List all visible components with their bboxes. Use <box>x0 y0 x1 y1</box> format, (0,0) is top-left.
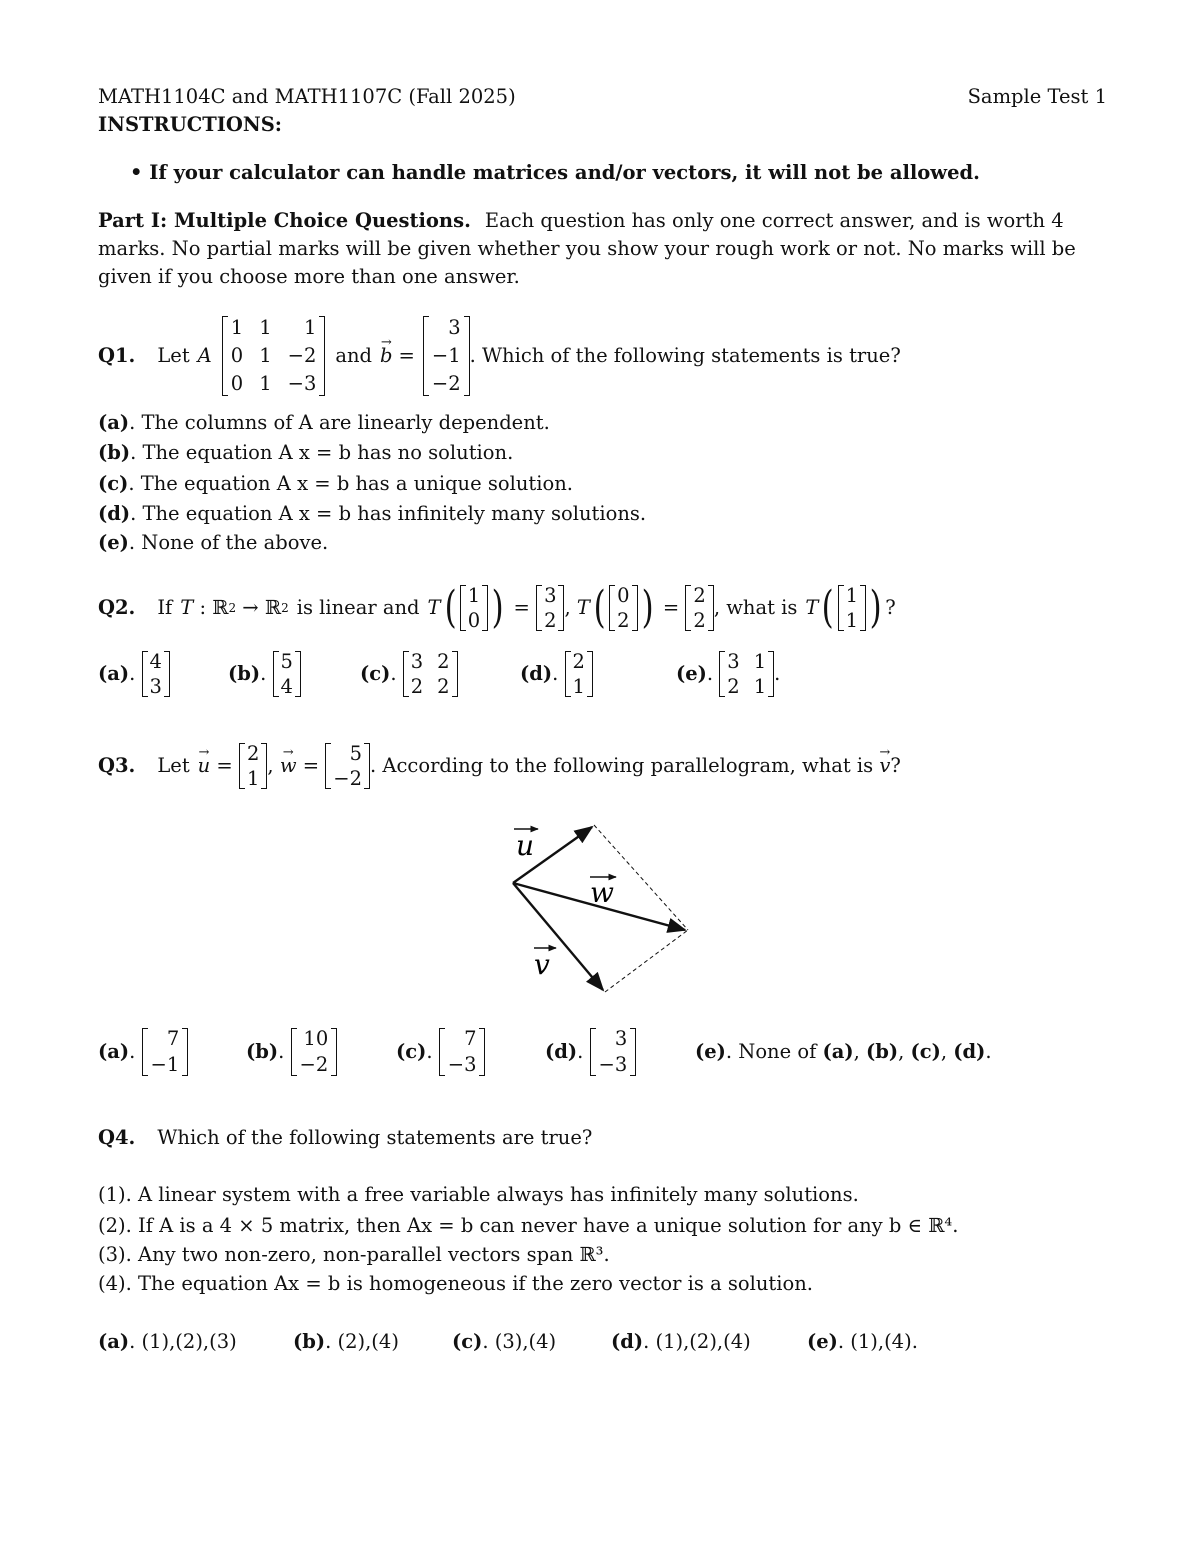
q3-option-a[interactable]: (a) . 7 −1 <box>98 1023 188 1081</box>
instructions-heading: INSTRUCTIONS: <box>98 113 282 136</box>
q4-question: Which of the following statements are true? <box>157 1126 593 1149</box>
q1-option-a[interactable]: (a). The columns of A are linearly dependent. <box>98 411 550 434</box>
q4-statement-2: (2). If A is a 4 × 5 matrix, then Ax = b can never have a unique solution for any b ∈ ℝ⁴. <box>98 1214 959 1237</box>
q3-option-e[interactable]: (e) . None of (a) , (b) , (c) , (d) . <box>695 1040 992 1063</box>
q4-statement <box>98 1126 592 1150</box>
q2-option-d[interactable]: (d) . 2 1 <box>520 645 593 703</box>
q3-u-vector: 2 1 <box>239 741 267 791</box>
q1-option-c[interactable]: (c). The equation A x = b has a unique solution. <box>98 472 573 495</box>
q3-label: Q3. <box>98 754 136 777</box>
q2-option-e[interactable]: (e) . 3 1 2 1 . <box>676 650 781 698</box>
q1-option-d[interactable]: (d). The equation A x = b has infinitely many solutions. <box>98 502 647 525</box>
q3-option-c[interactable]: (c) . 7 −3 <box>396 1023 485 1081</box>
q2-option-b[interactable]: (b) . 5 4 <box>228 645 301 703</box>
q4-option-c[interactable]: (c). (3),(4) <box>452 1330 557 1353</box>
part1-line1 <box>98 209 1064 233</box>
label-v: v <box>534 948 550 981</box>
q3-option-b[interactable]: (b) . 10 −2 <box>246 1023 337 1081</box>
vector-b-symbol: → b <box>380 344 392 368</box>
q2-te1-vector: 3 2 <box>536 583 564 633</box>
part1-text-1: Each question has only one correct answer, and is worth 4 <box>484 209 1064 232</box>
q4-statement-4: (4). The equation Ax = b is homogeneous if the zero vector is a solution. <box>98 1272 814 1295</box>
q4-option-a[interactable]: (a). (1),(2),(3) <box>98 1330 237 1353</box>
label-u: u <box>516 829 535 862</box>
q2-target-vector: 1 1 <box>838 583 866 633</box>
q4-label: Q4. <box>98 1126 136 1149</box>
q1-option-b[interactable]: (b). The equation A x = b has no solution. <box>98 441 514 464</box>
q2-te2-vector: 2 2 <box>685 583 713 633</box>
q2-label: Q2. <box>98 596 136 619</box>
instruction-text: If your calculator can handle matrices and/or vectors, it will not be allowed. <box>149 161 980 184</box>
course-title: MATH1104C and MATH1107C (Fall 2025) <box>98 85 516 108</box>
q2-option-a[interactable]: (a) . 4 3 <box>98 645 170 703</box>
label-w: w <box>590 876 614 909</box>
q3-w-vector: 5 −2 <box>325 741 370 791</box>
q1-let: Let <box>157 344 190 367</box>
parallelogram-diagram <box>490 815 710 1005</box>
q4-option-d[interactable]: (d). (1),(2),(4) <box>611 1330 751 1353</box>
q1-question: . Which of the following statements is true? <box>469 344 901 367</box>
q1-statement: Q1. Let A 1 1 1 0 1 −2 0 1 −3 and → b = 3 −1 −2 . Which of the following statements is true? <box>98 311 901 401</box>
part1-title: Part I: Multiple Choice Questions. <box>98 209 471 232</box>
q3-statement: Q3. Let → u = 2 1 , → w = 5 −2 . According to the following parallelogram, what is → v ? <box>98 736 901 796</box>
part1-line3: given if you choose more than one answer. <box>98 265 520 288</box>
q1-and: and <box>335 344 373 367</box>
vector-b: 3 −1 −2 <box>423 314 470 398</box>
q4-option-e[interactable]: (e). (1),(4). <box>807 1330 918 1353</box>
q4-option-b[interactable]: (b). (2),(4) <box>293 1330 399 1353</box>
q4-statement-1: (1). A linear system with a free variable always has infinitely many solutions. <box>98 1183 859 1206</box>
part1-line2: marks. No partial marks will be given whether you show your rough work or not. No marks will be <box>98 237 1076 260</box>
q2-e2-vector: 0 2 <box>609 583 637 633</box>
matrix-a: 1 1 1 0 1 −2 0 1 −3 <box>222 314 326 398</box>
q1-label: Q1. <box>98 344 136 367</box>
q1-option-e[interactable]: (e). None of the above. <box>98 531 329 554</box>
dashed-edge-bottom <box>605 930 688 992</box>
q4-statement-3: (3). Any two non-zero, non-parallel vectors span ℝ³. <box>98 1243 610 1266</box>
q2-e1-vector: 1 0 <box>460 583 488 633</box>
matrix-a-symbol: A <box>197 344 212 367</box>
instruction-bullet <box>130 161 980 185</box>
q2-option-c[interactable]: (c) . 3 2 2 2 <box>360 645 458 703</box>
bullet-icon: • <box>130 161 143 184</box>
test-name: Sample Test 1 <box>967 85 1107 108</box>
q2-statement: Q2. If T : ℝ 2 → ℝ 2 is linear and T ( 1 0 ) = 3 2 , T ( 0 2 ) = 2 2 , what is T ( 1 1 ) ? <box>98 582 896 633</box>
q3-option-d[interactable]: (d) . 3 −3 <box>545 1023 636 1081</box>
